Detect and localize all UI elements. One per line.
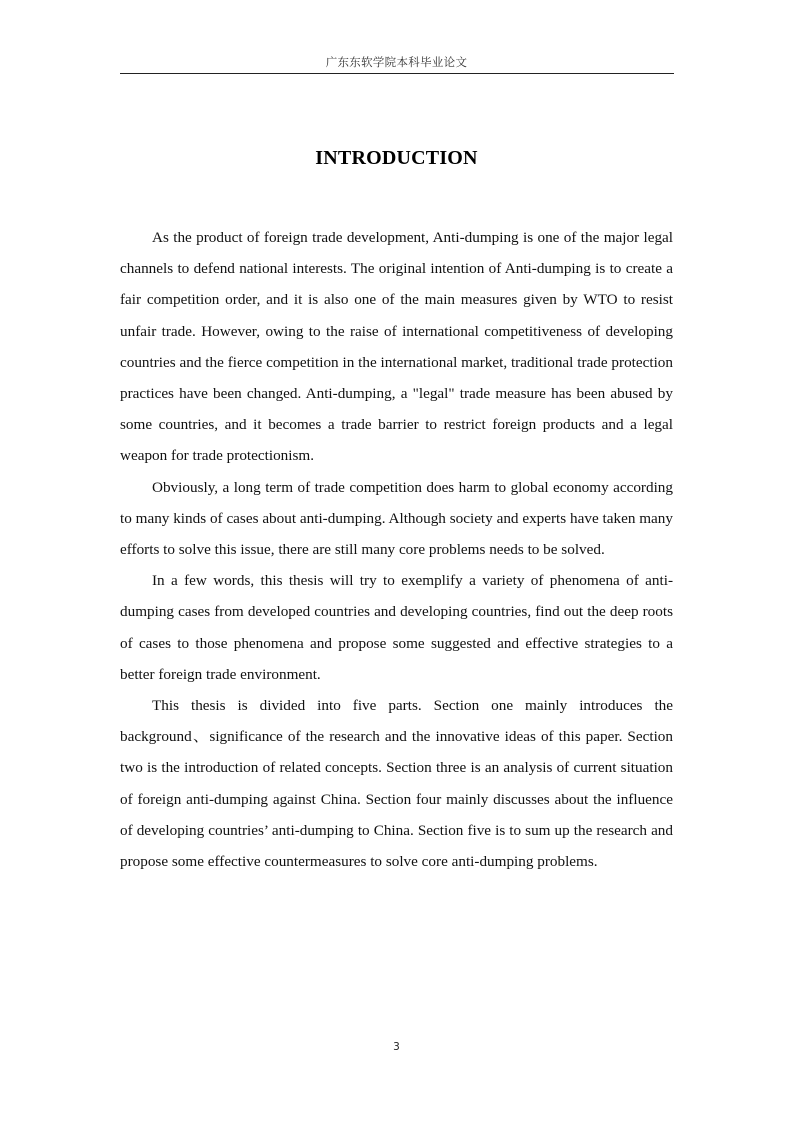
section-title: INTRODUCTION	[315, 147, 478, 169]
paragraph-1: As the product of foreign trade development, Anti-dumping is one of the major legal channels to defend national interests. The original intention of Anti-dumping is to create a fair competition order, and it is also one of the main measures given by WTO to resist unfair trade. However, owing to the raise of international competitiveness of developing countries and the fierce competition in the international market, traditional trade protection practices have been changed. Anti-dumping, a "legal" trade measure has been abused by some countries, and it becomes a trade barrier to restrict foreign products and a legal weapon for trade protectionism.	[120, 229, 673, 465]
paragraph-3: In a few words, this thesis will try to exemplify a variety of phenomena of anti-dumping cases from developed countries and developing countries, find out the deep roots of cases to those phenomena and propose some suggested and effective strategies to a better foreign trade environment.	[120, 572, 673, 683]
paragraph-2: Obviously, a long term of trade competition does harm to global economy according to many kinds of cases about anti-dumping. Although society and experts have taken many efforts to solve this issue, there are still many core problems needs to be solved.	[120, 478, 673, 559]
page-number: 3	[393, 1041, 400, 1053]
paragraph-4: This thesis is divided into five parts. Section one mainly introduces the background、significance of the research and the innovative ideas of this paper. Section two is the introduction of related concepts. Section three is an analysis of current situation of foreign anti-dumping against China. Section four mainly discusses about the influence of developing countries’ anti-dumping to China. Section five is to sum up the research and propose some effective countermeasures to solve core anti-dumping problems.	[120, 697, 673, 871]
page-header: 广东东软学院本科毕业论文	[325, 55, 468, 69]
body-text	[120, 222, 673, 877]
header-divider	[120, 73, 674, 74]
